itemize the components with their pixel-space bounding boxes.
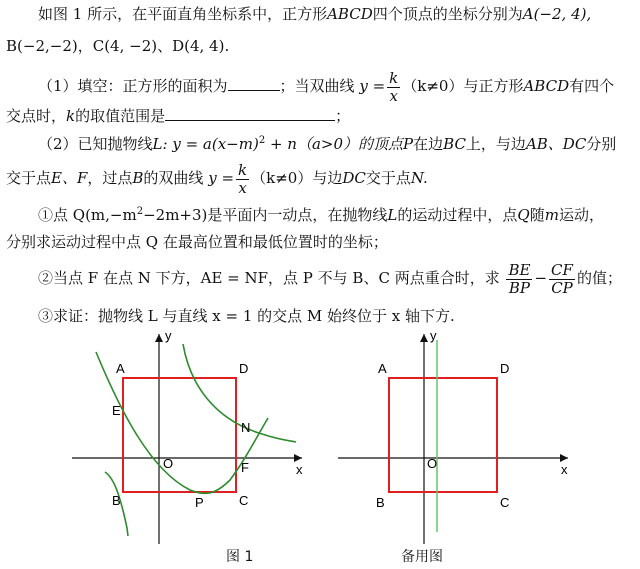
figure-1-caption: 图 1 (226, 549, 254, 565)
fig2-label-C: C (500, 495, 510, 510)
fig1-label-N: N (241, 420, 251, 435)
fig1-label-x: x (296, 462, 303, 477)
fig1-label-A: A (116, 361, 125, 376)
fig1-y-arrow (155, 334, 163, 342)
fig1-label-B: B (112, 493, 121, 508)
q1-line-2: 交点时，k的取值范围是 ； (6, 107, 351, 125)
sub1-line-2: 分别求运动过程中点 Q 在最高位置和最低位置时的坐标； (6, 233, 388, 251)
fig2-label-O: O (427, 456, 438, 471)
fig1-label-F: F (241, 460, 249, 475)
fig1-square-abcd (123, 378, 236, 492)
fig2-label-B: B (376, 495, 385, 510)
fraction-be-bp: $\frac{BE}{BP}$ (508, 260, 531, 297)
q1-line-1: （1）填空：正方形的面积为 ；当双曲线 y = $\frac{k}{x}$ （k≠0）与正方形ABCD有四个 (38, 68, 615, 105)
fig2-label-y: y (430, 328, 437, 343)
sub2-line: ②当点 F 在点 N 下方，AE = NF，点 P 不与 B、C 两点重合时，求 $\frac{BE}{BP}$ − $\frac{CF}{CP}$ 的值； (38, 260, 622, 297)
intro-line-2: B(−2,−2)，C(4, −2)、D(4, 4). (6, 37, 230, 55)
fig1-x-arrow (294, 454, 302, 462)
figure-2-caption: 备用图 (401, 549, 443, 565)
fig2-x-arrow (560, 454, 568, 462)
fig2-label-x: x (561, 462, 568, 477)
fig2-label-A: A (378, 361, 387, 376)
intro-line-1: 如图 1 所示，在平面直角坐标系中，正方形ABCD四个顶点的坐标分别为A(−2, 4), (38, 5, 592, 23)
sub1-line-1: ①点 $Q(m,-m^2-2m+3)$是平面内一动点，在抛物线L的运动过程中，点Q随m运动， (38, 206, 604, 224)
fraction-k-over-x-2: $\frac{k}{x}$ (238, 160, 248, 197)
q2-line-1: （2）已知抛物线L: $y = a(x-m)^2 + n(a>0)$的顶点P在边BC上，与边AB、DC分别 (38, 135, 617, 153)
fig1-hyperbola-upper (183, 344, 296, 442)
fig1-label-C: C (239, 493, 249, 508)
fig2-y-arrow (420, 334, 428, 342)
figure-2 (338, 328, 568, 544)
fig1-label-D: D (239, 361, 249, 376)
fig1-label-P: P (195, 495, 204, 510)
figure-1 (72, 328, 303, 544)
fig1-label-y: y (165, 328, 172, 343)
fig1-label-O: O (163, 456, 174, 471)
fig2-label-D: D (500, 361, 510, 376)
fig1-label-E: E (112, 403, 121, 418)
fraction-k-over-x: $\frac{k}{x}$ (389, 68, 399, 105)
fig2-square-abcd (389, 378, 497, 492)
sub3-line: ③求证：抛物线 L 与直线 x = 1 的交点 M 始终位于 x 轴下方. (38, 307, 455, 325)
fraction-cf-cp: $\frac{CF}{CP}$ (551, 260, 573, 297)
q2-line-2: 交于点E、F，过点B的双曲线 y = $\frac{k}{x}$ （k≠0）与边DC交于点N. (6, 160, 428, 197)
